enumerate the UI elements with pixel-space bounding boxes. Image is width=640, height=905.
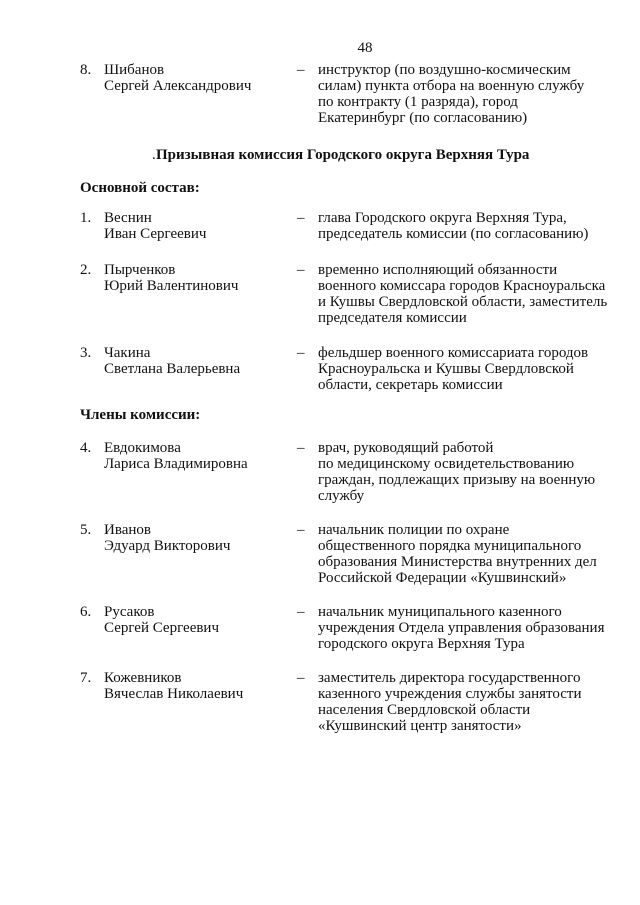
- member-surname: Кожевников: [104, 670, 182, 686]
- member-given-names: Лариса Владимировна: [104, 456, 248, 472]
- position-line: Российской Федерации «Кушвинский»: [318, 570, 567, 586]
- position-line: казенного учреждения службы занятости: [318, 686, 582, 702]
- entry-dash: –: [297, 604, 305, 620]
- member-position: [318, 670, 618, 734]
- entry-dash: –: [297, 522, 305, 538]
- member-given-names: Эдуард Викторович: [104, 538, 231, 554]
- member-surname: Пырченков: [104, 262, 176, 278]
- member-given-names: Светлана Валерьевна: [104, 361, 241, 377]
- member-name: [104, 62, 289, 94]
- entry-dash: –: [297, 345, 305, 361]
- member-name: [104, 440, 289, 472]
- entry-dash: –: [297, 262, 305, 278]
- position-line: инструктор (по воздушно-космическим: [318, 62, 571, 78]
- member-surname: Иванов: [104, 522, 151, 538]
- member-position: [318, 210, 618, 242]
- entry-dash: –: [297, 670, 305, 686]
- member-surname: Шибанов: [104, 62, 165, 78]
- position-line: службу: [318, 488, 365, 504]
- position-line: силам) пункта отбора на военную службу: [318, 78, 585, 94]
- position-line: начальник муниципального казенного: [318, 604, 562, 620]
- position-line: области, секретарь комиссии: [318, 377, 503, 393]
- member-surname: Русаков: [104, 604, 155, 620]
- member-name: [104, 604, 289, 636]
- position-line: заместитель директора государственного: [318, 670, 581, 686]
- position-line: по контракту (1 разряда), город: [318, 94, 518, 110]
- member-surname: Евдокимова: [104, 440, 181, 456]
- member-surname: Веснин: [104, 210, 152, 226]
- position-line: образования Министерства внутренних дел: [318, 554, 597, 570]
- member-surname: Чакина: [104, 345, 151, 361]
- position-line: населения Свердловской области: [318, 702, 531, 718]
- entry-number: 5.: [80, 522, 92, 538]
- member-name: [104, 262, 289, 294]
- member-position: [318, 262, 618, 326]
- entry-number: 6.: [80, 604, 92, 620]
- member-name: [104, 345, 289, 377]
- member-given-names: Сергей Александрович: [104, 78, 252, 94]
- member-given-names: Иван Сергеевич: [104, 226, 207, 242]
- member-position: [318, 345, 618, 393]
- member-name: [104, 210, 289, 242]
- position-line: учреждения Отдела управления образования: [318, 620, 605, 636]
- position-line: Красноуральска и Кушвы Свердловской: [318, 361, 574, 377]
- member-position: [318, 604, 618, 652]
- entry-dash: –: [297, 440, 305, 456]
- member-position: [318, 440, 618, 504]
- position-line: врач, руководящий работой: [318, 440, 494, 456]
- member-given-names: Сергей Сергеевич: [104, 620, 220, 636]
- entry-number: 1.: [80, 210, 92, 226]
- member-position: [318, 522, 618, 586]
- position-line: председателя комиссии: [318, 310, 467, 326]
- position-line: начальник полиции по охране: [318, 522, 510, 538]
- entry-dash: –: [297, 62, 305, 78]
- position-line: глава Городского округа Верхняя Тура,: [318, 210, 567, 226]
- position-line: Екатеринбург (по согласованию): [318, 110, 528, 126]
- position-line: фельдшер военного комиссариата городов: [318, 345, 589, 361]
- title-stray-mark: .: [152, 147, 156, 163]
- position-line: по медицинскому освидетельствованию: [318, 456, 575, 472]
- position-line: временно исполняющий обязанности: [318, 262, 558, 278]
- position-line: «Кушвинский центр занятости»: [318, 718, 522, 734]
- position-line: и Кушвы Свердловской области, заместитель: [318, 294, 608, 310]
- position-line: председатель комиссии (по согласованию): [318, 226, 589, 242]
- position-line: городского округа Верхняя Тура: [318, 636, 525, 652]
- position-line: военного комиссара городов Красноуральска: [318, 278, 606, 294]
- position-line: граждан, подлежащих призыву на военную: [318, 472, 596, 488]
- entry-number: 4.: [80, 440, 92, 456]
- page-number: 48: [357, 40, 373, 56]
- main-composition-heading: Основной состав:: [80, 180, 200, 196]
- entry-number: 7.: [80, 670, 92, 686]
- entry-number: 8.: [80, 62, 92, 78]
- position-line: общественного порядка муниципального: [318, 538, 582, 554]
- commission-title: [152, 147, 530, 163]
- entry-number: 3.: [80, 345, 92, 361]
- commission-title-text: Призывная комиссия Городского округа Верхняя Тура: [156, 147, 530, 163]
- entry-dash: –: [297, 210, 305, 226]
- members-heading: Члены комиссии:: [80, 407, 201, 423]
- member-name: [104, 522, 289, 554]
- member-given-names: Вячеслав Николаевич: [104, 686, 244, 702]
- member-given-names: Юрий Валентинович: [104, 278, 239, 294]
- member-name: [104, 670, 289, 702]
- entry-number: 2.: [80, 262, 92, 278]
- member-position: [318, 62, 618, 126]
